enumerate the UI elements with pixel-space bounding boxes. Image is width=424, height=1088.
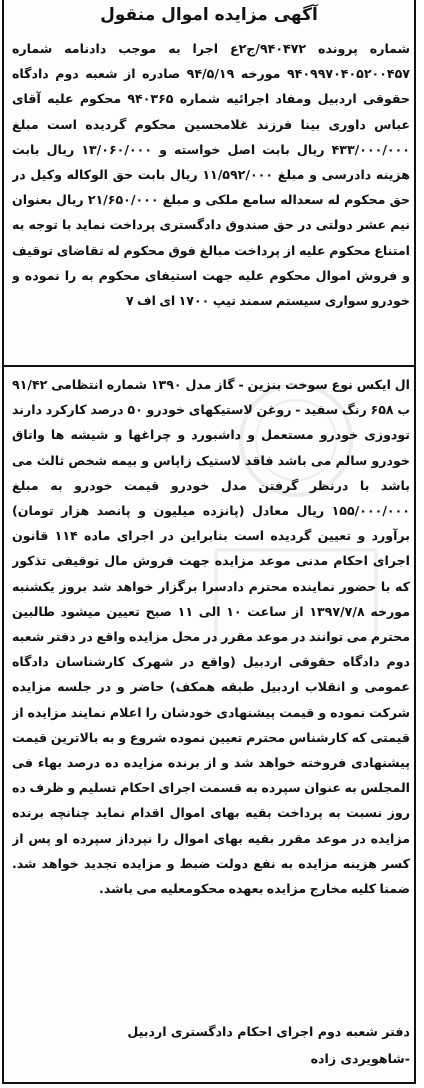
- signature-name: -شاهویردی زاده: [310, 1051, 410, 1066]
- column-divider: [4, 365, 414, 367]
- notice-frame: [2, 0, 416, 1084]
- notice-paragraph-2: ال ایکس نوع سوخت بنزین - گاز مدل ۱۳۹۰ شماره انتظامی ۹۱/۴۲ ب ۶۵۸ رنگ سفید - روغن لاستیکهای خودرو ۵۰ درصد کارکرد دارند تودوزی خودرو مستعمل و داشبورد و چراغها و شیشه ها واتاق خودرو سالم می باشد فاقد لاستیک زاپاس و بیمه شخص ثالث می باشد با درنظر گرفتن مدل خودرو قیمت خودرو به مبلغ ۱۵۵/۰۰۰/۰۰۰ ریال معادل (پانزده میلیون و پانصد هزار تومان) برآورد و تعیین گردیده است بنابراین در اجرای ماده ۱۱۴ قانون اجرای احکام مدنی موعد مزایده جهت فروش مال توقیفی تذکور که با حضور نماینده محترم دادسرا برگزار خواهد شد بروز یکشنبه مورخه ۱۳۹۷/۷/۸ از ساعت ۱۰ الی ۱۱ صبح تعیین میشود طالبین محترم می توانند در موعد مقرر در محل مزایده واقع در دفتر شعبه دوم دادگاه حقوقی اردبیل (واقع در شهرک کارشناسان دادگاه عمومی و انقلاب اردبیل طبقه همکف) حاضر و در جلسه مزایده شرکت نموده و قیمت پیشنهادی خودشان را اعلام نمایند مزایده از قیمتی که کارشناس محترم تعیین نموده شروع و به بالاترین قیمت پیشنهادی فروخته خواهد شد و از برنده مزایده ده درصد بهاء فی المجلس به عنوان سپرده به قسمت اجرای احکام تسلیم و ظرف ده روز نسبت به پرداخت بقیه بهای اموال اقدام نماید چنانچه برنده مزایده در موعد مقرر بقیه بهای اموال را نپرداز سپرده او پس از کسر هزینه مزایده به نفع دولت ضبط و مزایده تجدید خواهد شد. ضمنا کلیه مخارج مزایده بعهده محکومعلیه می باشد.: [12, 377, 410, 897]
- notice-paragraph-1: شماره پرونده ۹۴۰۴۷۲/ج۲ع اجرا به موجب دادنامه شماره ۹۴۰۹۹۷۰۴۰۵۲۰۰۴۵۷ مورخه ۹۴/۵/۱۹ صادره از شعبه دوم دادگاه حقوقی اردبیل ومفاد اجرائیه شماره ۹۴۰۳۶۵ محکوم علیه آقای عباس داوری بینا فرزند غلامحسین محکوم گردیده است مبلغ ۴۳۳/۰۰۰/۰۰۰ ریال بابت اصل خواسته و ۱۳/۰۶۰/۰۰۰ ریال بابت هزینه دادرسی و مبلغ ۱۱/۵۹۲/۰۰۰ ریال بابت حق الوکاله وکیل در حق محکوم له سعداله سامع ملکی و مبلغ ۲۱/۶۵۰/۰۰۰ ریال بعنوان نیم عشر دولتی در حق صندوق دادگستری پرداخت نماید با توجه به امتناع محکوم علیه از پرداخت مبالغ فوق محکوم له تقاضای توقیف و فروش اموال محکوم علیه جهت استیفای محکوم به را نموده و خودرو سواری سیستم سمند تیپ ۱۷۰۰ ای اف ۷: [12, 41, 410, 309]
- notice-title: آگهی مزایده اموال منقول: [100, 5, 318, 25]
- signature-office: دفتر شعبه دوم اجرای احکام دادگستری اردبیل: [127, 1024, 410, 1039]
